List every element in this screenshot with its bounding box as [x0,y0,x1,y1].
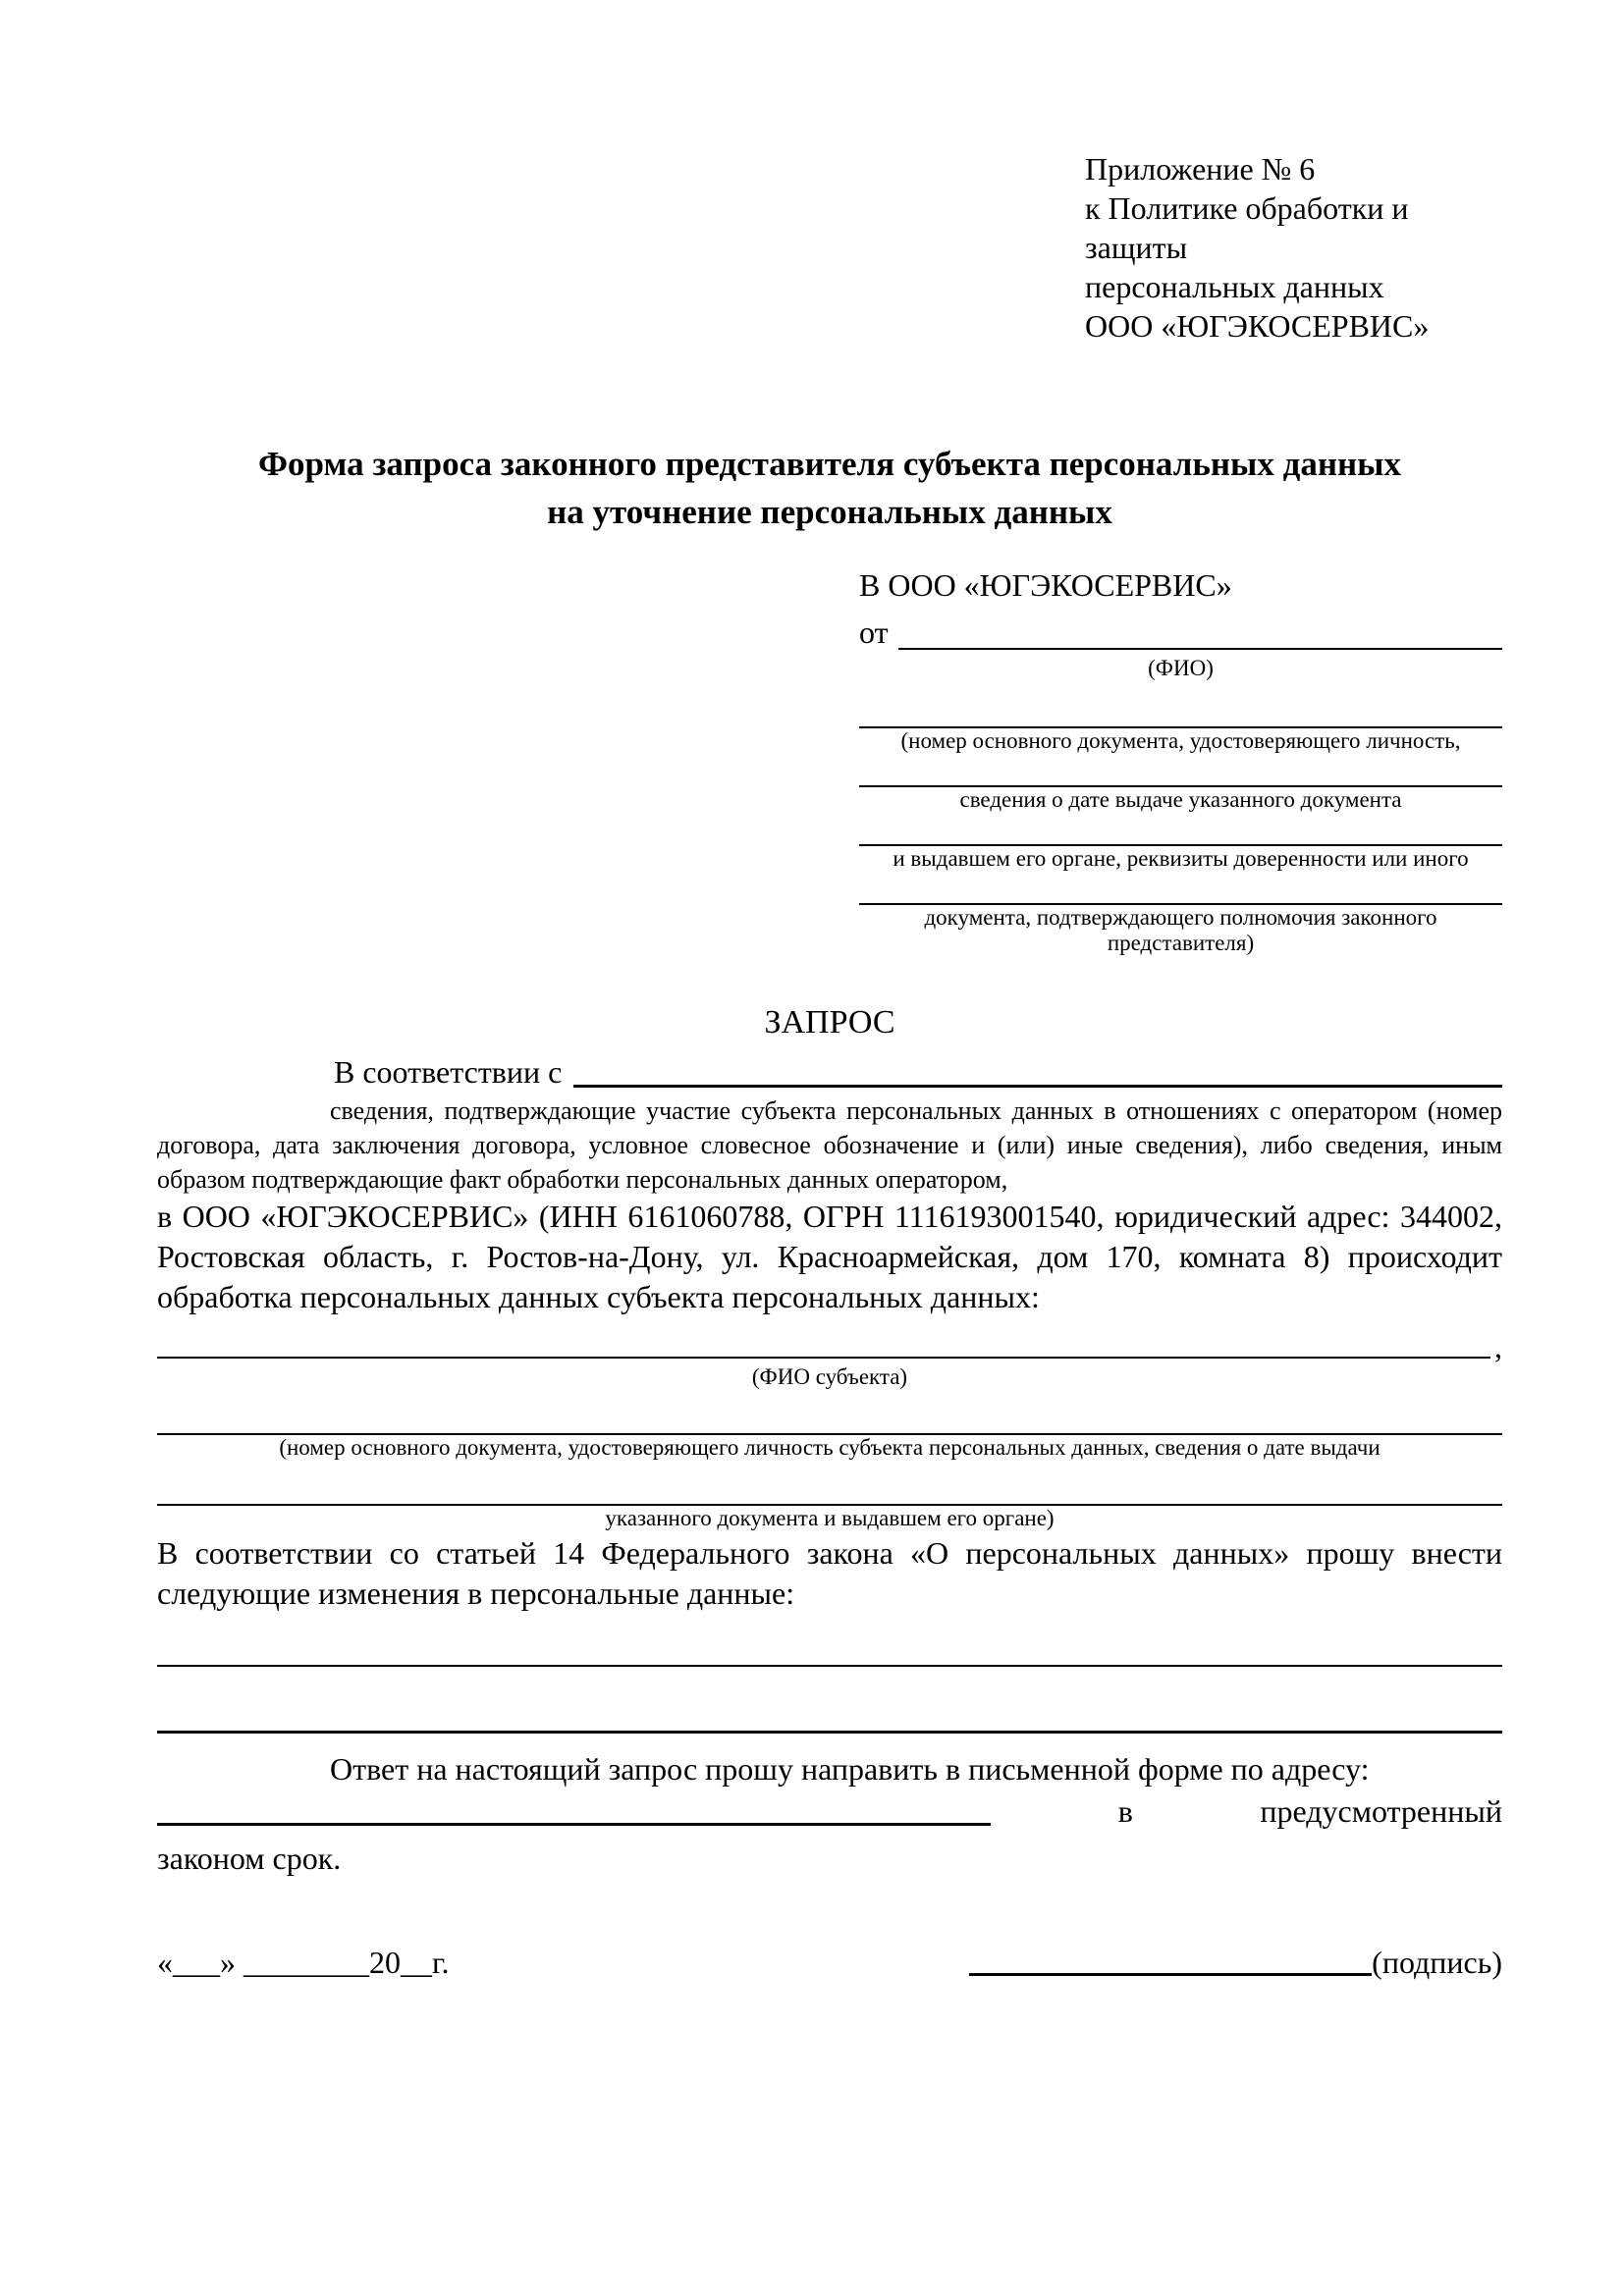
from-field-row [859,609,1502,656]
signature-group [969,1942,1502,1983]
operator-paragraph: в ООО «ЮГЭКОСЕРВИС» (ИНН 6161060788, ОГРН 1116193001540, юридический адрес: 344002, Ростовская область, г. Ростов-на-Дону, ул. Красноармейская, дом 170, комната 8) происходит обработка персональных данных субъекта персональных данных: [157,1199,1502,1314]
changes-field-line-1 [157,1628,1502,1667]
field-caption: сведения о дате выдаче указанного документа [959,787,1402,812]
annex-line: ООО «ЮГЭКОСЕРВИС» [1085,308,1430,344]
accordance-field-line [573,1054,1502,1088]
field-line [157,1400,1502,1435]
from-name-field-line [898,616,1502,650]
addressee-to: В ООО «ЮГЭКОСЕРВИС» [859,567,1232,603]
accordance-footnote: сведения, подтверждающие участие субъекта персональных данных в отношениях с оператором (номер договора, дата заключения договора, условное словесное обозначение и (или) иные сведения), либо сведения, иным образом подтверждающие факт обработки персональных данных оператором, [157,1096,1502,1194]
fio-caption: (ФИО) [1148,656,1214,680]
answer-address-row [157,1791,1502,1832]
document-content [157,149,1502,1983]
subject-name-field-row [157,1325,1502,1364]
from-label: от [859,614,889,650]
subject-fio-caption: (ФИО субъекта) [751,1364,908,1389]
answer-tail-word: предусмотренный [1260,1793,1502,1829]
subject-doc-field-1 [157,1400,1502,1461]
accordance-label: В соответствии с [334,1054,563,1090]
representative-doc-field-1 [859,695,1502,754]
date-field: «___» ________20__г. [157,1945,450,1980]
field-caption: (номер основного документа, удостоверяющего личность, [900,728,1461,753]
field-line [859,695,1502,728]
annex-line: к Политике обработки и защиты [1085,190,1409,265]
subject-name-comma: , [1494,1329,1502,1364]
answer-tail-line2: законом срок. [157,1841,342,1876]
signature-caption: (подпись) [1372,1945,1502,1980]
field-line [859,754,1502,787]
changes-field-line-2 [157,1681,1502,1734]
field-caption: документа, подтверждающего полномочия законного представителя) [924,905,1437,955]
annex-note [1085,149,1502,346]
page-title [157,440,1502,536]
representative-doc-field-3 [859,813,1502,872]
representative-doc-field-4 [859,872,1502,956]
field-caption: и выдавшем его органе, реквизиты доверенности или иного [893,846,1469,871]
answer-tail-word: в [1117,1793,1133,1829]
answer-address-field-line [157,1792,991,1826]
subject-name-field-line [157,1325,1490,1359]
field-caption: указанного документа и выдавшем его органе) [605,1506,1055,1530]
annex-line: Приложение № 6 [1085,151,1316,187]
representative-doc-field-2 [859,754,1502,813]
signature-field-line [969,1943,1372,1976]
request-heading: ЗАПРОС [764,1004,895,1041]
addressee-block [859,561,1502,956]
field-line [859,813,1502,846]
field-line [859,872,1502,905]
subject-doc-field-2 [157,1470,1502,1531]
answer-paragraph: Ответ на настоящий запрос прошу направить в письменной форме по адресу: [330,1751,1370,1787]
accordance-field-row [157,1050,1502,1094]
page-title-line1: Форма запроса законного представителя субъекта персональных данных [258,445,1401,483]
page-title-line2: на уточнение персональных данных [547,493,1112,531]
field-caption: (номер основного документа, удостоверяющего личность субъекта персональных данных, сведения о дате выдачи [279,1435,1380,1460]
law-paragraph: В соответствии со статьей 14 Федерального закона «О персональных данных» прошу внести следующие изменения в персональные данные: [157,1535,1502,1611]
annex-line: персональных данных [1085,269,1384,304]
field-line [157,1470,1502,1506]
date-signature-row [157,1942,1502,1983]
